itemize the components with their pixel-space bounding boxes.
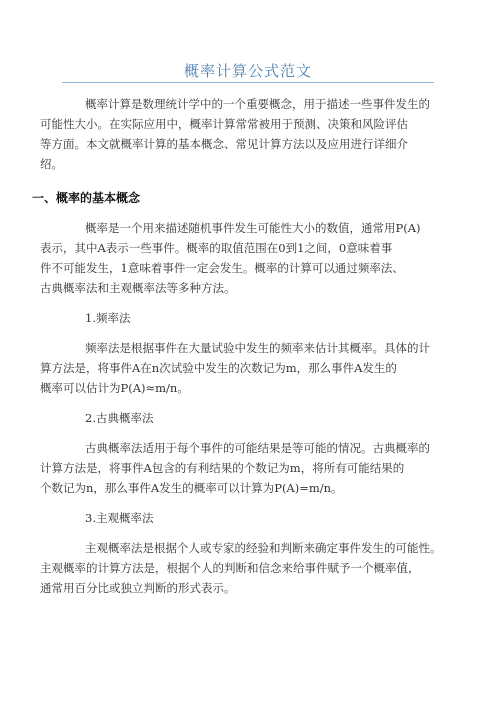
concept-line: 表示，其中A表示一些事件。概率的取值范围在0到1之间，0意味着事	[40, 241, 393, 255]
document-title: 概率计算公式范文	[183, 62, 312, 80]
section-heading: 一、概率的基本概念	[32, 191, 141, 205]
title-underline	[62, 82, 434, 83]
concept-paragraph	[40, 218, 448, 298]
intro-line: 可能性大小。在实际应用中，概率计算常常被用于预测、决策和风险评估	[40, 117, 408, 131]
method-paragraph-frequency	[40, 338, 448, 398]
method-label-subjective: 3.主观概率法	[85, 511, 154, 525]
intro-line: 等方面。本文就概率计算的基本概念、常见计算方法以及应用进行详细介	[40, 137, 408, 151]
concept-line: 概率是一个用来描述随机事件发生可能性大小的数值，通常用P(A)	[85, 221, 421, 235]
concept-line: 件不可能发生，1意味着事件一定会发生。概率的计算可以通过频率法、	[40, 261, 404, 275]
method-line: 通常用百分比或独立判断的形式表示。	[40, 581, 236, 595]
intro-line: 概率计算是数理统计学中的一个重要概念，用于描述一些事件发生的	[85, 97, 430, 111]
method-line: 频率法是根据事件在大量试验中发生的频率来估计其概率。具体的计	[85, 341, 430, 355]
method-label-frequency: 1.频率法	[85, 311, 131, 325]
method-line: 算方法是，将事件A在n次试验中发生的次数记为m，那么事件A发生的	[40, 361, 397, 375]
method-line: 计算方法是，将事件A包含的有利结果的个数记为m，将所有可能结果的	[40, 461, 405, 475]
method-line: 概率可以估计为P(A)≈m/n。	[40, 381, 189, 395]
method-line: 主观概率的计算方法是，根据个人的判断和信念来给事件赋予一个概率值，	[40, 561, 420, 575]
method-label-classical: 2.古典概率法	[85, 411, 154, 425]
method-line: 主观概率法是根据个人或专家的经验和判断来确定事件发生的可能性。	[85, 541, 442, 555]
method-paragraph-classical	[40, 438, 448, 498]
intro-line: 绍。	[40, 157, 63, 171]
document-body	[32, 94, 448, 606]
concept-line: 古典概率法和主观概率法等多种方法。	[40, 281, 236, 295]
intro-paragraph	[40, 94, 448, 174]
method-paragraph-subjective	[40, 538, 448, 598]
method-line: 个数记为n，那么事件A发生的概率可以计算为P(A)=m/n。	[40, 481, 343, 495]
method-line: 古典概率法适用于每个事件的可能结果是等可能的情况。古典概率的	[85, 441, 430, 455]
